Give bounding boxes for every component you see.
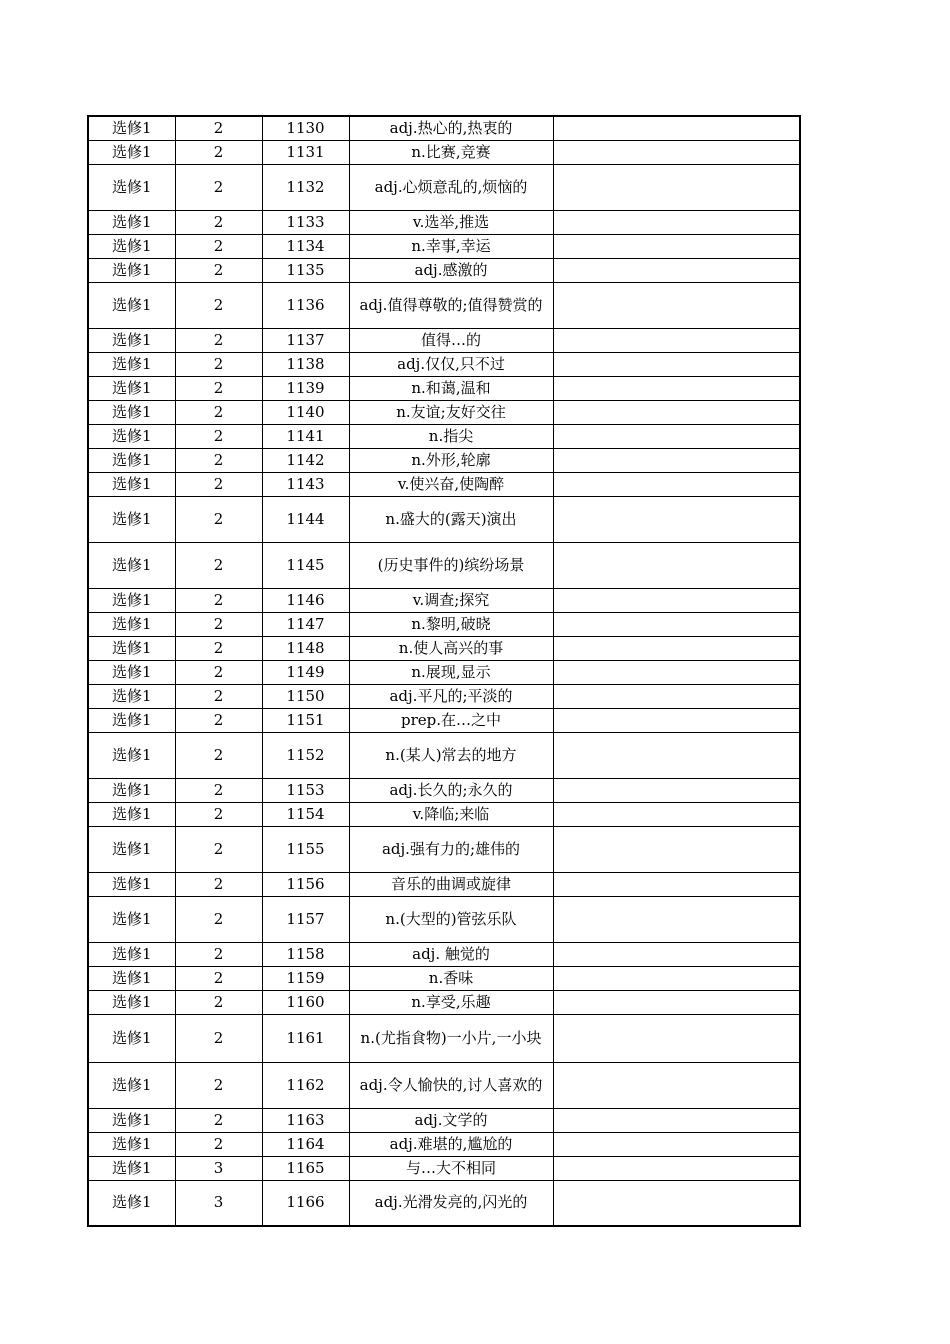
number-cell: 1149 [262,660,349,684]
textbook-cell: 选修1 [88,376,175,400]
meaning-cell: adj.光滑发亮的,闪光的 [349,1180,553,1226]
blank-cell [553,802,800,826]
table-row [88,472,800,496]
textbook-cell: 选修1 [88,282,175,328]
table-row [88,140,800,164]
blank-cell [553,612,800,636]
blank-cell [553,472,800,496]
unit-cell: 2 [175,708,262,732]
number-cell: 1133 [262,210,349,234]
table-row [88,164,800,210]
blank-cell [553,942,800,966]
blank-cell [553,258,800,282]
unit-cell: 2 [175,116,262,140]
meaning-cell: adj.强有力的;雄伟的 [349,826,553,872]
textbook-cell: 选修1 [88,684,175,708]
table-row [88,1014,800,1062]
meaning-cell: adj.值得尊敬的;值得赞赏的 [349,282,553,328]
textbook-cell: 选修1 [88,400,175,424]
unit-cell: 2 [175,328,262,352]
blank-cell [553,352,800,376]
meaning-cell: adj.长久的;永久的 [349,778,553,802]
table-row [88,210,800,234]
meaning-cell: n.友谊;友好交往 [349,400,553,424]
meaning-cell: n.享受,乐趣 [349,990,553,1014]
meaning-cell: adj.感激的 [349,258,553,282]
blank-cell [553,778,800,802]
textbook-cell: 选修1 [88,542,175,588]
unit-cell: 3 [175,1156,262,1180]
unit-cell: 2 [175,802,262,826]
unit-cell: 2 [175,1132,262,1156]
textbook-cell: 选修1 [88,660,175,684]
table-row [88,1180,800,1226]
unit-cell: 2 [175,1062,262,1108]
table-row [88,826,800,872]
blank-cell [553,1014,800,1062]
textbook-cell: 选修1 [88,802,175,826]
table-row [88,684,800,708]
unit-cell: 2 [175,660,262,684]
meaning-cell: adj.平凡的;平淡的 [349,684,553,708]
vocabulary-table [87,115,801,1227]
meaning-cell: n.盛大的(露天)演出 [349,496,553,542]
table-row [88,328,800,352]
textbook-cell: 选修1 [88,612,175,636]
meaning-cell: n.(尤指食物)一小片,一小块 [349,1014,553,1062]
blank-cell [553,1062,800,1108]
textbook-cell: 选修1 [88,636,175,660]
table-row [88,1156,800,1180]
textbook-cell: 选修1 [88,496,175,542]
blank-cell [553,542,800,588]
number-cell: 1166 [262,1180,349,1226]
blank-cell [553,966,800,990]
number-cell: 1140 [262,400,349,424]
textbook-cell: 选修1 [88,164,175,210]
blank-cell [553,708,800,732]
textbook-cell: 选修1 [88,896,175,942]
table-row [88,660,800,684]
number-cell: 1164 [262,1132,349,1156]
textbook-cell: 选修1 [88,990,175,1014]
number-cell: 1148 [262,636,349,660]
meaning-cell: adj.热心的,热衷的 [349,116,553,140]
table-row [88,778,800,802]
unit-cell: 2 [175,400,262,424]
table-row [88,116,800,140]
blank-cell [553,424,800,448]
textbook-cell: 选修1 [88,328,175,352]
table-row [88,542,800,588]
table-row [88,802,800,826]
number-cell: 1147 [262,612,349,636]
unit-cell: 2 [175,282,262,328]
table-row [88,424,800,448]
unit-cell: 2 [175,164,262,210]
textbook-cell: 选修1 [88,234,175,258]
number-cell: 1157 [262,896,349,942]
meaning-cell: 音乐的曲调或旋律 [349,872,553,896]
textbook-cell: 选修1 [88,966,175,990]
meaning-cell: 与…大不相同 [349,1156,553,1180]
blank-cell [553,990,800,1014]
table-row [88,1132,800,1156]
table-row [88,448,800,472]
textbook-cell: 选修1 [88,588,175,612]
meaning-cell: prep.在…之中 [349,708,553,732]
unit-cell: 2 [175,966,262,990]
number-cell: 1161 [262,1014,349,1062]
table-row [88,588,800,612]
unit-cell: 2 [175,732,262,778]
number-cell: 1163 [262,1108,349,1132]
unit-cell: 2 [175,376,262,400]
number-cell: 1137 [262,328,349,352]
textbook-cell: 选修1 [88,1132,175,1156]
unit-cell: 2 [175,496,262,542]
textbook-cell: 选修1 [88,116,175,140]
textbook-cell: 选修1 [88,472,175,496]
blank-cell [553,496,800,542]
unit-cell: 3 [175,1180,262,1226]
table-row [88,872,800,896]
meaning-cell: adj.难堪的,尴尬的 [349,1132,553,1156]
number-cell: 1134 [262,234,349,258]
blank-cell [553,660,800,684]
textbook-cell: 选修1 [88,1108,175,1132]
table-row [88,282,800,328]
meaning-cell: n.黎明,破晓 [349,612,553,636]
meaning-cell: n.(大型的)管弦乐队 [349,896,553,942]
unit-cell: 2 [175,990,262,1014]
meaning-cell: n.香味 [349,966,553,990]
number-cell: 1132 [262,164,349,210]
number-cell: 1130 [262,116,349,140]
number-cell: 1160 [262,990,349,1014]
table-row [88,400,800,424]
table-row [88,1062,800,1108]
unit-cell: 2 [175,1014,262,1062]
unit-cell: 2 [175,234,262,258]
unit-cell: 2 [175,684,262,708]
unit-cell: 2 [175,612,262,636]
blank-cell [553,732,800,778]
blank-cell [553,1180,800,1226]
textbook-cell: 选修1 [88,448,175,472]
number-cell: 1153 [262,778,349,802]
table-row [88,732,800,778]
unit-cell: 2 [175,896,262,942]
blank-cell [553,116,800,140]
unit-cell: 2 [175,636,262,660]
blank-cell [553,376,800,400]
textbook-cell: 选修1 [88,778,175,802]
unit-cell: 2 [175,542,262,588]
meaning-cell: adj.心烦意乱的,烦恼的 [349,164,553,210]
number-cell: 1144 [262,496,349,542]
blank-cell [553,448,800,472]
blank-cell [553,636,800,660]
table-row [88,708,800,732]
table-row [88,990,800,1014]
number-cell: 1152 [262,732,349,778]
table-row [88,966,800,990]
table-row [88,234,800,258]
textbook-cell: 选修1 [88,942,175,966]
unit-cell: 2 [175,778,262,802]
number-cell: 1158 [262,942,349,966]
table-row [88,496,800,542]
meaning-cell: v.调查;探究 [349,588,553,612]
textbook-cell: 选修1 [88,352,175,376]
unit-cell: 2 [175,424,262,448]
meaning-cell: n.使人高兴的事 [349,636,553,660]
meaning-cell: n.幸事,幸运 [349,234,553,258]
blank-cell [553,328,800,352]
table-row [88,636,800,660]
meaning-cell: n.和蔼,温和 [349,376,553,400]
blank-cell [553,234,800,258]
textbook-cell: 选修1 [88,708,175,732]
number-cell: 1131 [262,140,349,164]
table-row [88,896,800,942]
meaning-cell: (历史事件的)缤纷场景 [349,542,553,588]
blank-cell [553,400,800,424]
unit-cell: 2 [175,1108,262,1132]
number-cell: 1145 [262,542,349,588]
table-row [88,376,800,400]
textbook-cell: 选修1 [88,872,175,896]
table-row [88,1108,800,1132]
unit-cell: 2 [175,140,262,164]
blank-cell [553,872,800,896]
table-row [88,352,800,376]
table-row [88,942,800,966]
blank-cell [553,1108,800,1132]
number-cell: 1141 [262,424,349,448]
blank-cell [553,140,800,164]
blank-cell [553,826,800,872]
unit-cell: 2 [175,942,262,966]
blank-cell [553,588,800,612]
unit-cell: 2 [175,258,262,282]
number-cell: 1142 [262,448,349,472]
meaning-cell: n.展现,显示 [349,660,553,684]
blank-cell [553,164,800,210]
meaning-cell: v.降临;来临 [349,802,553,826]
number-cell: 1139 [262,376,349,400]
textbook-cell: 选修1 [88,1062,175,1108]
number-cell: 1136 [262,282,349,328]
textbook-cell: 选修1 [88,826,175,872]
meaning-cell: adj.文学的 [349,1108,553,1132]
unit-cell: 2 [175,472,262,496]
number-cell: 1146 [262,588,349,612]
meaning-cell: n.外形,轮廓 [349,448,553,472]
meaning-cell: adj. 触觉的 [349,942,553,966]
meaning-cell: adj.仅仅,只不过 [349,352,553,376]
number-cell: 1138 [262,352,349,376]
blank-cell [553,210,800,234]
blank-cell [553,896,800,942]
unit-cell: 2 [175,210,262,234]
textbook-cell: 选修1 [88,1180,175,1226]
blank-cell [553,282,800,328]
number-cell: 1154 [262,802,349,826]
meaning-cell: adj.令人愉快的,讨人喜欢的 [349,1062,553,1108]
textbook-cell: 选修1 [88,140,175,164]
unit-cell: 2 [175,352,262,376]
number-cell: 1156 [262,872,349,896]
blank-cell [553,1156,800,1180]
textbook-cell: 选修1 [88,424,175,448]
meaning-cell: v.选举,推选 [349,210,553,234]
number-cell: 1143 [262,472,349,496]
meaning-cell: n.比赛,竞赛 [349,140,553,164]
textbook-cell: 选修1 [88,1014,175,1062]
table-row [88,612,800,636]
unit-cell: 2 [175,448,262,472]
blank-cell [553,684,800,708]
unit-cell: 2 [175,588,262,612]
number-cell: 1165 [262,1156,349,1180]
unit-cell: 2 [175,826,262,872]
vocabulary-table-body [88,116,800,1226]
number-cell: 1151 [262,708,349,732]
textbook-cell: 选修1 [88,210,175,234]
blank-cell [553,1132,800,1156]
textbook-cell: 选修1 [88,258,175,282]
number-cell: 1162 [262,1062,349,1108]
number-cell: 1155 [262,826,349,872]
textbook-cell: 选修1 [88,732,175,778]
textbook-cell: 选修1 [88,1156,175,1180]
table-row [88,258,800,282]
number-cell: 1135 [262,258,349,282]
unit-cell: 2 [175,872,262,896]
number-cell: 1150 [262,684,349,708]
meaning-cell: n.指尖 [349,424,553,448]
meaning-cell: n.(某人)常去的地方 [349,732,553,778]
number-cell: 1159 [262,966,349,990]
meaning-cell: v.使兴奋,使陶醉 [349,472,553,496]
meaning-cell: 值得…的 [349,328,553,352]
